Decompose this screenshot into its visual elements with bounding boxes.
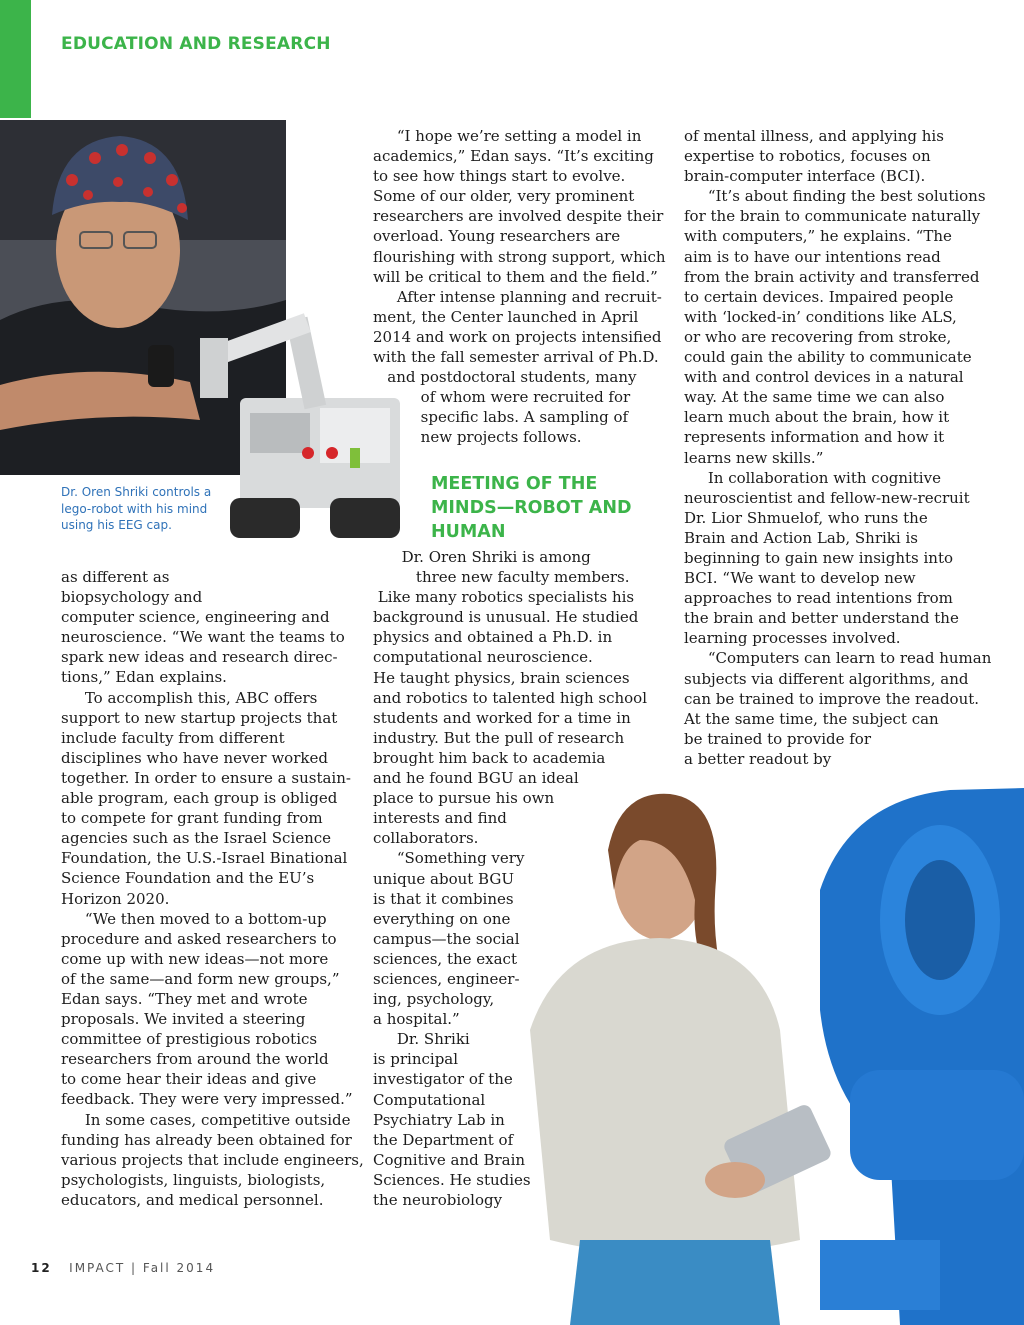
text-line: aim is to have our intentions read — [684, 247, 941, 266]
text-line: to see how things start to evolve. — [373, 167, 626, 186]
article-column-right — [684, 126, 991, 769]
text-line: together. In order to ensure a sustain- — [61, 768, 351, 787]
text-line: Computational — [373, 1090, 486, 1109]
text-line: various projects that include engineers, — [61, 1150, 364, 1169]
photo-caption: Dr. Oren Shriki controls a lego-robot with his mind using his EEG cap. — [61, 485, 212, 532]
text-line: “Computers can learn to read human — [684, 649, 992, 668]
text-line: researchers from around the world — [61, 1050, 329, 1069]
text-line: of whom were recruited for — [373, 388, 631, 407]
text-line: Cognitive and Brain — [373, 1150, 526, 1169]
text-line: BCI. “We want to develop new — [684, 569, 916, 588]
text-line: flourishing with strong support, which — [373, 247, 666, 266]
text-line: physics and obtained a Ph.D. in — [373, 628, 613, 647]
text-line: to certain devices. Impaired people — [684, 287, 954, 306]
text-line: the neurobiology — [373, 1191, 503, 1209]
text-line: brought him back to academia — [373, 748, 606, 767]
text-line: come up with new ideas—not more — [61, 949, 329, 968]
text-line: the brain and better understand the — [684, 609, 959, 628]
text-line: learning processes involved. — [684, 629, 901, 648]
article-column-middle-top — [373, 126, 666, 448]
text-line: the Department of — [373, 1130, 514, 1149]
text-line: background is unusual. He studied — [373, 608, 639, 627]
text-line: feedback. They were very impressed.” — [61, 1090, 353, 1109]
text-line: tions,” Edan explains. — [61, 668, 227, 687]
text-line: to compete for grant funding from — [61, 809, 323, 828]
text-line: is that it combines — [373, 889, 514, 908]
text-line: way. At the same time we can also — [684, 388, 945, 407]
text-line: ment, the Center launched in April — [373, 307, 639, 326]
text-line: Like many robotics specialists his — [373, 588, 635, 607]
text-line: biopsychology and — [61, 588, 203, 607]
text-line: from the brain activity and transferred — [684, 267, 980, 286]
text-line: specific labs. A sampling of — [373, 408, 629, 427]
text-line: At the same time, the subject can — [684, 709, 939, 728]
text-line: disciplines who have never worked — [61, 748, 328, 767]
text-line: new projects follows. — [373, 428, 582, 447]
text-line: expertise to robotics, focuses on — [684, 147, 931, 166]
page-footer — [31, 1261, 215, 1275]
text-line: with ‘locked-in’ conditions like ALS, — [684, 307, 957, 326]
text-line: support to new startup projects that — [61, 708, 338, 727]
text-line: is principal — [373, 1050, 459, 1069]
text-line: able program, each group is obliged — [61, 789, 338, 808]
text-line: of mental illness, and applying his — [684, 127, 944, 145]
text-line: “It’s about finding the best solutions — [684, 187, 986, 206]
text-line: with the fall semester arrival of Ph.D. — [373, 348, 659, 367]
text-line: After intense planning and recruit- — [373, 287, 662, 306]
text-line: everything on one — [373, 909, 511, 928]
text-line: Horizon 2020. — [61, 889, 170, 908]
text-line: “We then moved to a bottom-up — [61, 909, 327, 928]
text-line: learn much about the brain, how it — [684, 408, 950, 427]
text-line: Brain and Action Lab, Shriki is — [684, 528, 918, 547]
text-line: In some cases, competitive outside — [61, 1110, 351, 1129]
text-line: “Something very — [373, 849, 525, 868]
text-line: approaches to read intentions from — [684, 589, 953, 608]
robotic-arm-illustration — [520, 770, 1024, 1325]
text-line: brain-computer interface (BCI). — [684, 167, 926, 186]
text-line: Dr. Shriki — [373, 1030, 470, 1049]
text-line: educators, and medical personnel. — [61, 1190, 324, 1209]
text-line: include faculty from different — [61, 728, 285, 747]
text-line: neuroscientist and fellow-new-recruit — [684, 488, 970, 507]
page-number: 12 — [31, 1261, 52, 1275]
text-line: sciences, engineer- — [373, 969, 520, 988]
text-line: Dr. Oren Shriki is among — [373, 548, 591, 566]
text-line: industry. But the pull of research — [373, 728, 625, 747]
text-line: to come hear their ideas and give — [61, 1070, 317, 1089]
text-line: Edan says. “They met and wrote — [61, 989, 308, 1008]
text-line: interests and find — [373, 809, 507, 828]
text-line: with computers,” he explains. “The — [684, 227, 952, 246]
text-line: or who are recovering from stroke, — [684, 327, 952, 346]
text-line: procedure and asked researchers to — [61, 929, 337, 948]
text-line: campus—the social — [373, 929, 520, 948]
text-line: a hospital.” — [373, 1010, 460, 1029]
text-line: To accomplish this, ABC offers — [61, 688, 318, 707]
text-line: place to pursue his own — [373, 789, 555, 808]
text-line: Sciences. He studies — [373, 1170, 531, 1189]
section-label: EDUCATION AND RESEARCH — [61, 34, 331, 54]
text-line: and postdoctoral students, many — [373, 368, 637, 387]
text-line: spark new ideas and research direc- — [61, 648, 338, 667]
text-line: unique about BGU — [373, 869, 514, 888]
text-line: Foundation, the U.S.-Israel Binational — [61, 849, 348, 868]
text-line: three new faculty members. — [373, 568, 630, 587]
text-line: psychologists, linguists, biologists, — [61, 1170, 326, 1189]
robotic-arm-photo — [520, 770, 1024, 1325]
text-line: collaborators. — [373, 829, 479, 848]
publication-name: IMPACT | Fall 2014 — [69, 1261, 216, 1275]
text-line: 2014 and work on projects intensified — [373, 327, 662, 346]
text-line: committee of prestigious robotics — [61, 1030, 318, 1049]
article-column-left — [61, 567, 364, 1210]
text-line: agencies such as the Israel Science — [61, 829, 332, 848]
text-line: learns new skills.” — [684, 448, 824, 467]
text-line: Psychiatry Lab in — [373, 1110, 505, 1129]
text-line: will be critical to them and the field.” — [373, 267, 658, 286]
text-line: funding has already been obtained for — [61, 1130, 352, 1149]
text-line: researchers are involved despite their — [373, 207, 664, 226]
text-line: could gain the ability to communicate — [684, 348, 972, 367]
text-line: a better readout by — [684, 749, 832, 768]
text-line: subjects via different algorithms, and — [684, 669, 969, 688]
text-line: be trained to provide for — [684, 729, 871, 748]
text-line: He taught physics, brain sciences — [373, 668, 630, 687]
text-line: of the same—and form new groups,” — [61, 969, 340, 988]
text-line: computational neuroscience. — [373, 648, 593, 667]
text-line: as different as — [61, 568, 170, 586]
text-line: academics,” Edan says. “It’s exciting — [373, 147, 654, 166]
text-line: In collaboration with cognitive — [684, 468, 941, 487]
text-line: for the brain to communicate naturally — [684, 207, 981, 226]
text-line: computer science, engineering and — [61, 608, 330, 627]
text-line: and he found BGU an ideal — [373, 769, 579, 788]
text-line: Dr. Lior Shmuelof, who runs the — [684, 508, 928, 527]
text-line: beginning to gain new insights into — [684, 548, 953, 567]
section-accent-bar — [0, 0, 31, 118]
text-line: investigator of the — [373, 1070, 513, 1089]
text-line: Some of our older, very prominent — [373, 187, 635, 206]
text-line: ing, psychology, — [373, 990, 495, 1009]
text-line: can be trained to improve the readout. — [684, 689, 980, 708]
text-line: students and worked for a time in — [373, 708, 631, 727]
text-line: “I hope we’re setting a model in — [373, 127, 642, 145]
text-line: neuroscience. “We want the teams to — [61, 628, 345, 647]
section-subhead: MEETING OF THE MINDS—ROBOT AND HUMAN — [431, 474, 632, 542]
text-line: Science Foundation and the EU’s — [61, 869, 315, 888]
text-line: represents information and how it — [684, 428, 945, 447]
text-line: overload. Young researchers are — [373, 227, 621, 246]
text-line: proposals. We invited a steering — [61, 1010, 306, 1029]
text-line: and robotics to talented high school — [373, 688, 648, 707]
text-line: with and control devices in a natural — [684, 368, 964, 387]
text-line: sciences, the exact — [373, 949, 517, 968]
